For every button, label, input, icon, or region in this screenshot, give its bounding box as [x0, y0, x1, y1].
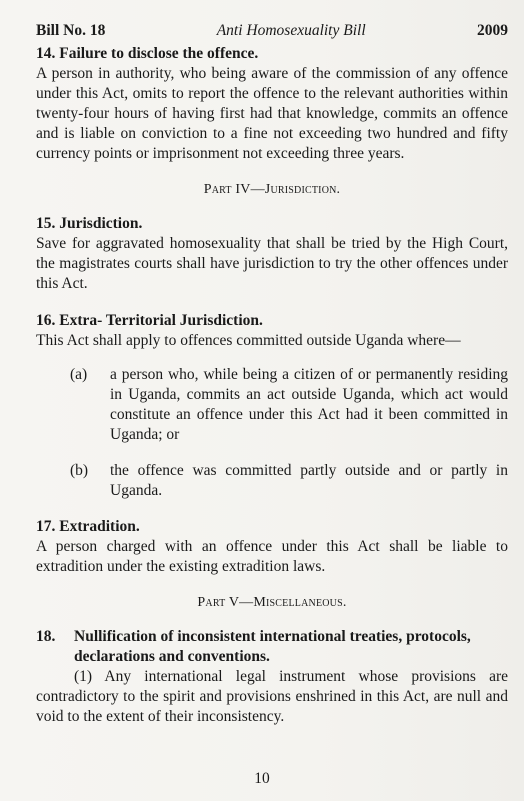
section-17-body: A person charged with an offence under this Act shall be liable to extradition under the existing extradition laws.: [36, 538, 508, 575]
section-18-title: Nullification of inconsistent international treaties, protocols, declarations and conventions.: [74, 628, 471, 665]
item-a-text: a person who, while being a citizen of or permanently residing in Uganda, commits an act outside Uganda, which act would constitute an offence under this Act had it been committed in Uganda; or: [110, 366, 508, 443]
section-15-number: 15.: [36, 215, 56, 232]
section-18-number: 18.: [36, 628, 56, 645]
section-15-title: Jurisdiction.: [59, 215, 143, 232]
bill-number: Bill No. 18: [36, 22, 106, 39]
section-18-body: (1) Any international legal instrument whose provisions are contradictory to the spirit and provisions enshrined in this Act, are null and void to the extent of their inconsistency.: [36, 668, 508, 725]
section-17-number: 17.: [36, 518, 56, 535]
section-16-title: Extra- Territorial Jurisdiction.: [59, 312, 263, 329]
bill-title: Anti Homosexuality Bill: [216, 22, 366, 39]
section-16-item-b: [36, 461, 508, 501]
part-iv-heading: Part IV—Jurisdiction.: [203, 182, 341, 197]
section-16-body: This Act shall apply to offences committed outside Uganda where—: [36, 332, 461, 349]
section-15-body: Save for aggravated homosexuality that shall be tried by the High Court, the magistrates courts shall have jurisdiction to try the other offences under this Act.: [36, 235, 508, 292]
bill-year: 2009: [477, 22, 508, 39]
section-14-heading: [36, 44, 508, 64]
section-17-title: Extradition.: [59, 518, 140, 535]
section-14-title: Failure to disclose the offence.: [59, 45, 259, 62]
section-16-heading: [36, 311, 508, 331]
section-14-body: A person in authority, who being aware of the commission of any offence under this Act, omits to report the offence to the relevant authorities within twenty-four hours of having first had that knowledge, commits an offence and is liable on conviction to a fine not exceeding two hundred and fifty currency points or imprisonment not exceeding three years.: [36, 65, 508, 162]
section-14-number: 14.: [36, 45, 56, 62]
running-header: [36, 22, 508, 40]
section-17-heading: [36, 517, 508, 537]
section-18-heading: [36, 627, 508, 667]
section-16-number: 16.: [36, 312, 56, 329]
section-15-heading: [36, 214, 508, 234]
item-a-marker: (a): [70, 366, 88, 383]
page-number: 10: [254, 770, 270, 787]
item-b-marker: (b): [70, 462, 89, 479]
section-16-item-a: [36, 365, 508, 445]
part-v-heading: Part V—Miscellaneous.: [197, 595, 347, 610]
item-b-text: the offence was committed partly outside and or partly in Uganda.: [110, 462, 508, 499]
